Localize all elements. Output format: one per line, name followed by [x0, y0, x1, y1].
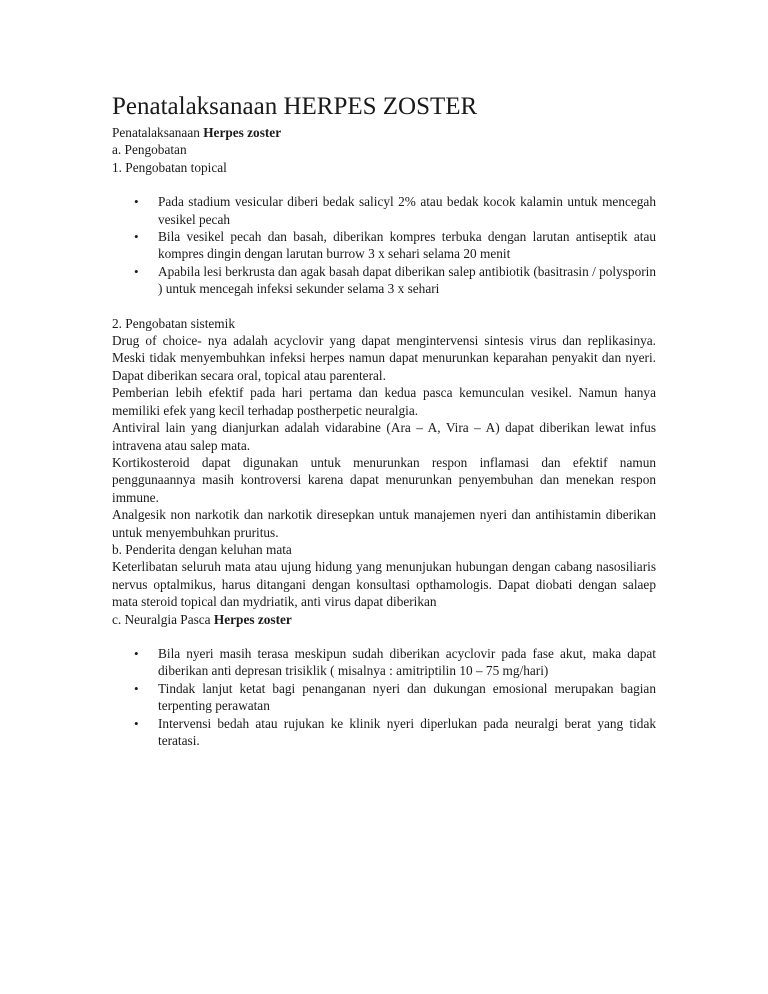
subtitle [112, 124, 656, 141]
section-a-heading: a. Pengobatan [112, 142, 187, 158]
section-1-heading: 1. Pengobatan topical [112, 159, 227, 175]
bullet-icon: • [134, 645, 139, 661]
topical-bullet-list [112, 193, 656, 297]
section-2-heading: 2. Pengobatan sistemik [112, 315, 235, 331]
bullet-icon: • [134, 715, 139, 731]
list-item-text: Apabila lesi berkrusta dan agak basah dapat diberikan salep antibiotik (basitrasin / polysporin ) untuk mencegah infeksi sekunder selama 3 x sehari [158, 263, 656, 297]
sistemik-paragraph: Drug of choice- nya adalah acyclovir yang dapat mengintervensi sintesis virus dan replikasinya. Meski tidak menyembuhkan infeksi herpes namun dapat menurunkan keparahan penyakit dan nyeri. Dapat diberikan secara oral, topical atau parenteral. [112, 333, 656, 383]
sistemik-paragraph: Analgesik non narkotik dan narkotik diresepkan untuk manajemen nyeri dan antihistamin diberikan untuk menyembuhkan pruritus. [112, 507, 656, 540]
bullet-icon: • [134, 194, 139, 210]
list-item-text: Bila nyeri masih terasa meskipun sudah diberikan acyclovir pada fase akut, maka dapat diberikan anti depresan trisiklik ( misalnya : amitriptilin 10 – 75 mg/hari) [158, 645, 656, 679]
list-item-text: Pada stadium vesicular diberi bedak salicyl 2% atau bedak kocok kalamin untuk mencegah vesikel pecah [158, 194, 656, 227]
list-item [112, 228, 656, 263]
bullet-icon: • [134, 263, 139, 279]
list-item-text: Tindak lanjut ketat bagi penanganan nyeri dan dukungan emosional merupakan bagian terpenting perawatan [158, 680, 656, 714]
page-title: Penatalaksanaan HERPES ZOSTER [112, 93, 478, 120]
sistemik-paragraph: Antiviral lain yang dianjurkan adalah vidarabine (Ara – A, Vira – A) dapat diberikan lewat infus intravena atau salep mata. [112, 420, 656, 453]
section-c-bold: Herpes zoster [213, 611, 292, 627]
section-c-prefix: c. Neuralgia Pasca [112, 611, 214, 627]
list-item [112, 263, 656, 298]
list-item [112, 645, 656, 680]
subtitle-bold: Herpes zoster [203, 125, 282, 140]
subtitle-prefix: Penatalaksanaan [112, 125, 204, 140]
sistemik-paragraph: Pemberian lebih efektif pada hari pertama dan kedua pasca kemunculan vesikel. Namun hanya memiliki efek yang kecil terhadap postherpetic neuralgia. [112, 385, 656, 418]
section-c-heading [112, 611, 656, 628]
list-item [112, 680, 656, 715]
list-item [112, 715, 656, 750]
bullet-icon: • [134, 680, 139, 696]
mata-paragraph: Keterlibatan seluruh mata atau ujung hidung yang menunjukan hubungan dengan cabang nasosiliaris nervus optalmikus, harus ditangani dengan konsultasi opthamologis. Dapat diobati dengan salaep mata steroid topical dan mydriatik, anti virus dapat diberikan [112, 559, 656, 610]
bullet-icon: • [134, 229, 139, 245]
sistemik-paragraph: Kortikosteroid dapat digunakan untuk menurunkan respon inflamasi dan efektif namun penggunaannya masih kontroversi karena dapat menurunkan penyembuhan dan menekan respon immune. [112, 454, 656, 505]
list-item-text: Intervensi bedah atau rujukan ke klinik nyeri diperlukan pada neuralgi berat yang tidak teratasi. [158, 715, 656, 748]
list-item-text: Bila vesikel pecah dan basah, diberikan kompres terbuka dengan larutan antiseptik atau kompres dingin dengan larutan burrow 3 x sehari selama 20 menit [158, 229, 656, 262]
section-b-heading: b. Penderita dengan keluhan mata [112, 541, 292, 557]
list-item [112, 193, 656, 228]
neuralgia-bullet-list [112, 645, 656, 749]
